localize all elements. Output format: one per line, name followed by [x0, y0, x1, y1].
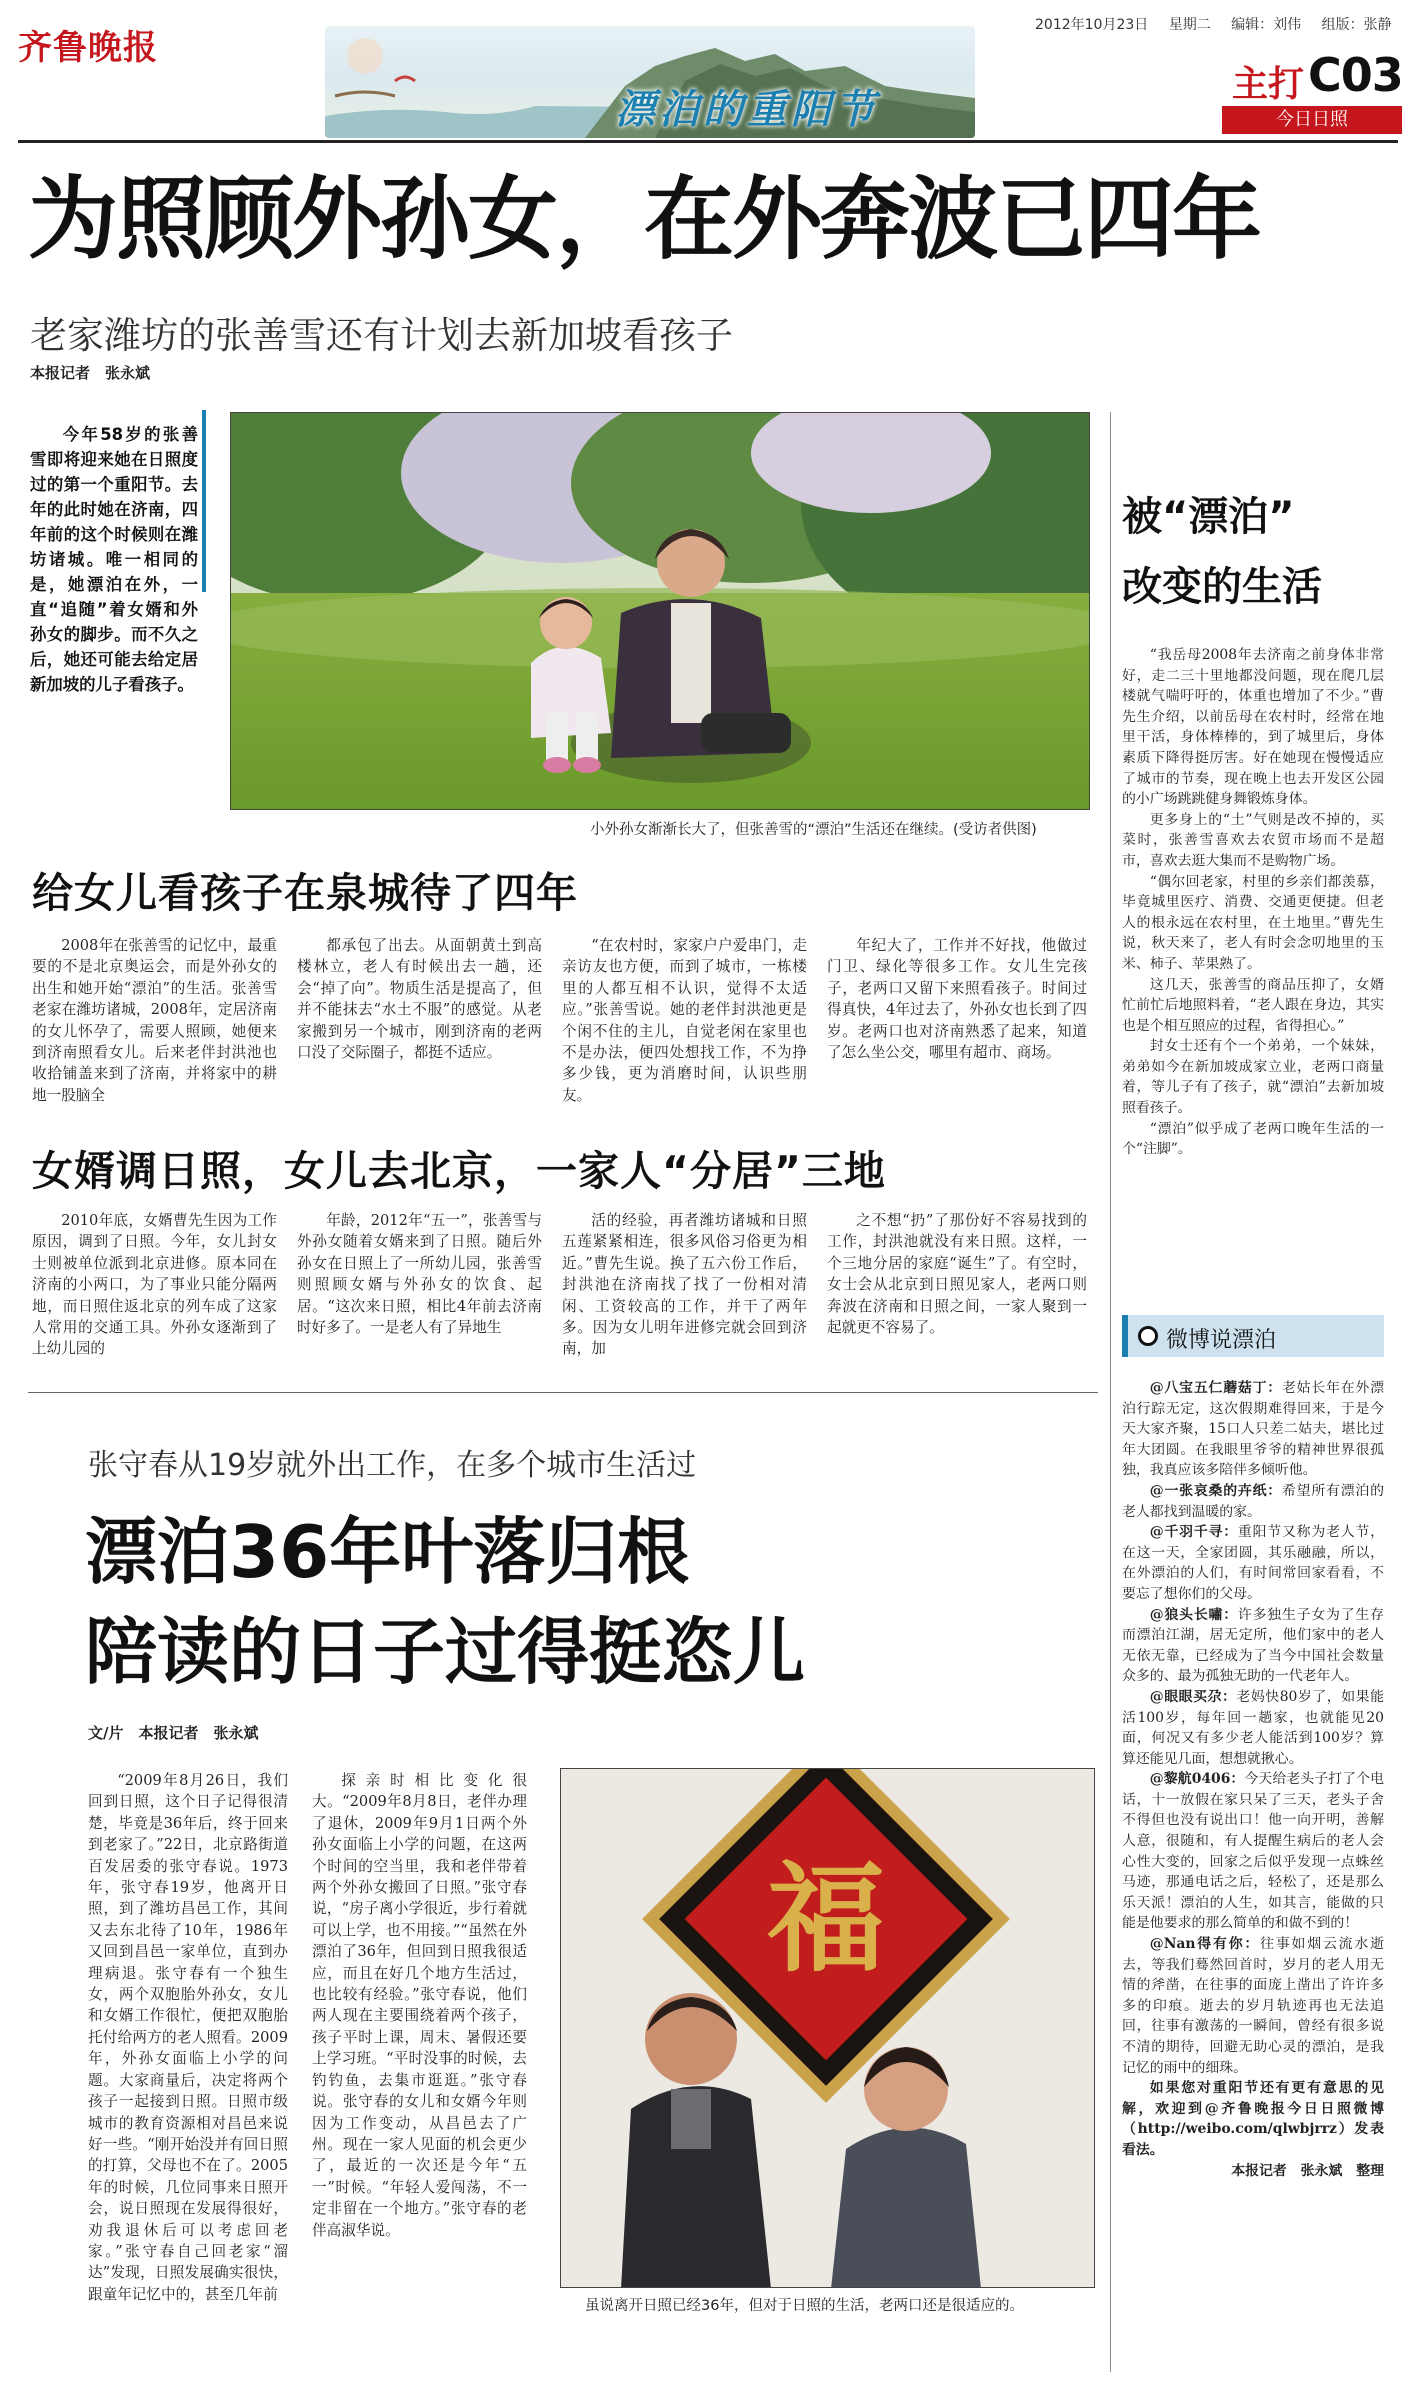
date-line — [1035, 14, 1392, 34]
weibo-entry — [1122, 1522, 1384, 1604]
sidebar-body — [1122, 645, 1384, 1285]
weibo-text: 许多独生子女为了生存而漂泊江湖，居无定所，他们家中的老人无依无靠，已经成为了当今中国社会数量众多的、最为孤独无助的一代老年人。 — [1122, 1606, 1384, 1685]
story1-lead-box — [30, 410, 200, 815]
lead-accent-bar — [202, 410, 206, 592]
story1-subhead: 老家潍坊的张善雪还有计划去新加坡看孩子 — [30, 314, 733, 357]
sidebar-vertical-rule — [1110, 412, 1111, 2372]
story1-sec1-col-4: 年纪大了，工作并不好找，他做过门卫、绿化等很多工作。女儿生完孩子，老两口又留下来照看孩子。时间过得真快，4年过去了，外孙女也长到了四岁。老两口也对济南熟悉了起来，知道了怎么坐公交，哪里有超市、商场。 — [827, 937, 1087, 1062]
story1-headline: 为照顾外孙女，在外奔波已四年 — [28, 167, 1260, 272]
story2-headline-line1: 漂泊36年叶落归根 — [85, 1510, 690, 1594]
sidebar-title-line2: 改变的生活 — [1122, 564, 1322, 610]
page-number: C03 — [1308, 48, 1403, 102]
story1-sec1-col-3: “在农村时，家家户户爱串门，走亲访友也方便，而到了城市，一栋楼里的人都互相不认识，觉得不太适应。”张善雪说。她的老伴封洪池更是个闲不住的主儿，自觉老闲在家里也不是办法，便四处想找工作，不为挣多少钱，更为消磨时间，认识些朋友。 — [562, 937, 807, 1104]
sidebar-paragraph: “漂泊”似乎成了老两口晚年生活的一个“注脚”。 — [1122, 1120, 1384, 1158]
weibo-entry — [1122, 1605, 1384, 1687]
weibo-entry — [1122, 1378, 1384, 1481]
weibo-header — [1122, 1315, 1384, 1357]
weibo-user: @黎航0406： — [1149, 1771, 1245, 1788]
story2-photo — [560, 1768, 1095, 2288]
story2-col-1: “2009年8月26日，我们回到日照，这个日子记得很清楚，毕竟是36年后，终于回来到老家了。”22日，北京路街道百发居委的张守春说。1973年，张守春19岁，他离开日照，到了潍坊昌邑工作，其间又去东北待了10年，1986年又回到昌邑一家单位，直到办理病退。张守春有一个独生女，两个双胞胎外孙女，女儿和女婿工作很忙，便把双胞胎托付给两方的老人照看。2009年，外孙女面临上小学的问题。大家商量后，决定将两个孩子一起接到日照。日照市级城市的教育资源相对昌邑来说好一些。“刚开始没并有回日照的打算，父母也不在了。2005年的时候，几位同事来日照开会，说日照现在发展得很好，劝我退休后可以考虑回老家。”张守春自己回老家“溜达”发现，日照发展确实很快，跟童年记忆中的，甚至几年前 — [88, 1772, 288, 2303]
designer-credit: 组版：张静 — [1321, 17, 1392, 33]
story1-byline: 本报记者 张永斌 — [30, 364, 151, 382]
sidebar-paragraph: “我岳母2008年去济南之前身体非常好，走二三十里地都没问题，现在爬几层楼就气喘吁吁的，体重也增加了不少。”曹先生介绍，以前岳母在农村时，经常在地里干活，身体棒棒的，到了城里后，身体素质下降得挺厉害。好在她现在慢慢适应了城市的节奏，现在晚上也去开发区公园的小广场跳跳健身舞锻炼身体。 — [1122, 647, 1384, 808]
story1-sec1-col-1: 2008年在张善雪的记忆中，最重要的不是北京奥运会，而是外孙女的出生和她开始“漂泊”的生活。张善雪老家在潍坊诸城，2008年，定居济南的女儿怀孕了，需要人照顾，她便来到济南照看女儿。后来老伴封洪池也收拾铺盖来到了济南，并将家中的耕地一股脑全 — [32, 937, 277, 1104]
story1-lead: 今年58岁的张善雪即将迎来她在日照度过的第一个重阳节。去年的此时她在济南，四年前的这个时候则在潍坊诸城。唯一相同的是，她漂泊在外，一直“追随”着女婿和外孙女的脚步。而不久之后，她还可能去给定居新加坡的儿子看孩子。 — [30, 425, 198, 694]
edition-tag: 今日日照 — [1222, 106, 1402, 134]
weibo-user: @一张哀桑的卉纸： — [1149, 1482, 1282, 1499]
weibo-entry — [1122, 1769, 1384, 1934]
story2-headline-line2: 陪读的日子过得挺恣儿 — [85, 1610, 806, 1694]
story1-sec1-col-2: 都承包了出去。从面朝黄土到高楼林立，老人有时候出去一趟，还会“掉了向”。物质生活是提高了，但并不能抹去“水土不服”的感觉。从老家搬到另一个城市，刚到济南的老两口没了交际圈子，都挺不适应。 — [297, 937, 542, 1062]
story1-sec2-col-3: 活的经验，再者潍坊诸城和日照五莲紧紧相连，很多风俗习俗更为相近。”曹先生说。换了五六份工作后，封洪池在济南找了找了一份相对清闲、工资较高的工作，并干了两年多。因为女儿明年进修完就会回到济南，加 — [562, 1212, 807, 1358]
section-label: 主打 — [1232, 64, 1305, 105]
weibo-user: @千羽千寻： — [1149, 1524, 1238, 1541]
weibo-text: 往事如烟云流水逝去，等我们蓦然回首时，岁月的老人用无情的斧凿，在往事的面庞上凿出了许许多多的印痕。逝去的岁月轨迹再也无法追回，往事有激荡的一瞬间，曾经有很多说不清的期待，回避无助心灵的漂泊，是我记忆的雨中的细珠。 — [1122, 1936, 1384, 2076]
weibo-user: @眼眼买尕： — [1149, 1688, 1237, 1705]
sidebar-title-line1: 被“漂泊” — [1122, 494, 1295, 540]
weibo-entry — [1122, 1481, 1384, 1522]
banner — [325, 26, 975, 138]
story1-sec2-col-1: 2010年底，女婿曹先生因为工作原因，调到了日照。今年，女儿封女士则被单位派到北京进修。原本同在济南的小两口，为了事业只能分隔两地，而日照住返北京的列车成了这家人常用的交通工具。外孙女逐渐到了上幼儿园的 — [32, 1212, 277, 1358]
weibo-text: 重阳节又称为老人节，在这一天，全家团圆，其乐融融，所以，在外漂泊的人们，有时间常回家看看，不要忘了想你们的父母。 — [1122, 1524, 1384, 1602]
weibo-body — [1122, 1378, 1384, 2363]
weibo-user: @狼头长嘯： — [1149, 1606, 1238, 1623]
story2-byline: 文/片 本报记者 张永斌 — [88, 1724, 259, 1742]
sidebar-paragraph: 更多身上的“土”气则是改不掉的，买菜时，张善雪喜欢去农贸市场而不是超市，喜欢去逛大集而不是购物广场。 — [1122, 811, 1384, 869]
weibo-entry — [1122, 1934, 1384, 2078]
weibo-text: 老妈快80岁了，如果能活100岁，每年回一趟家，也就能见20面，何况又有多少老人能活到100岁？算算还能见几面，想想就揪心。 — [1122, 1688, 1384, 1767]
issue-weekday: 星期二 — [1168, 17, 1211, 33]
weibo-title: 微博说漂泊 — [1166, 1328, 1277, 1353]
story2-col-2: 探亲时相比变化很大。“2009年8月8日，老伴办理了退休，2009年9月1日两个外孙女面临上小学的问题，在这两个时间的空当里，我和老伴带着两个外孙女搬回了日照。”张守春说，“房子离小学很近，步行着就可以上学，也不用接。”“虽然在外漂泊了36年，但回到日照我很适应，而且在好几个地方生活过，也比较有经验。”张守春说，他们两人现在主要围绕着两个孩子，孩子平时上课，周末、暑假还要上学习班。“平时没事的时候，去钓钓鱼，去集市逛逛。”张守春说。张守春的女儿和女婿今年则因为工作变动，从昌邑去了广州。现在一家人见面的机会更少了，最近的一次还是今年“五一”时候。“年轻人爱闯荡，不一定非留在一个地方。”张守春的老伴高淑华说。 — [312, 1772, 527, 2239]
editor-credit: 编辑：刘伟 — [1231, 17, 1302, 33]
weibo-text: 今天给老头子打了个电话，十一放假在家只呆了三天，老头子舍不得但也没有说出口！他一向开明，善解人意，很随和，有人提醒生病后的老人会心性大变的，回家之后似乎发现一点蛛丝马迹，那通电话之后，轻松了，还是那么乐天派！漂泊的人生，如其言，能做的只能是他要求的那么简单的和做不到的！ — [1122, 1771, 1384, 1932]
weibo-text: 希望所有漂泊的老人都找到温暖的家。 — [1122, 1482, 1384, 1520]
sidebar-paragraph: 封女士还有个一个弟弟，一个妹妹，弟弟如今在新加坡成家立业，老两口商量着，等儿子有了孩子，就“漂泊”去新加坡照看孩子。 — [1122, 1038, 1384, 1117]
fu-character: 福 — [766, 1849, 885, 1988]
sidebar-paragraph: “偶尔回老家，村里的乡亲们都羡慕，毕竟城里医疗、消费、交通更便捷。但老人的根永远在农村里，在土地里。”曹先生说，秋天来了，老人有时会念叨地里的玉米、柿子、苹果熟了。 — [1122, 873, 1384, 972]
weibo-user: @Nan得有你： — [1149, 1936, 1261, 1953]
masthead-rule — [18, 140, 1398, 143]
story-divider — [28, 1392, 1098, 1393]
story1-sec1-title: 给女儿看孩子在泉城待了四年 — [32, 869, 578, 917]
grandmother-granddaughter-photo — [231, 413, 1090, 810]
story1-sec2-title: 女婿调日照，女儿去北京，一家人“分居”三地 — [32, 1147, 886, 1195]
weibo-entry — [1122, 1687, 1384, 1769]
story1-sec2-col-4: 之不想“扔”了那份好不容易找到的工作，封洪池就没有来日照。这样，一个三地分居的家庭“诞生”了。有空时，女士会从北京到日照见家人，老两口则奔波在济南和日照之间，一家人聚到一起就更不容易了。 — [827, 1212, 1087, 1337]
weibo-user: @八宝五仁蘑菇丁： — [1149, 1380, 1282, 1396]
paper-name: 齐鲁晚报 — [18, 28, 158, 68]
story1-photo — [230, 412, 1090, 810]
story2-kicker: 张守春从19岁就外出工作，在多个城市生活过 — [88, 1448, 697, 1483]
story1-photo-caption: 小外孙女渐渐长大了，但张善雪的“漂泊”生活还在继续。(受访者供图) — [590, 822, 1037, 838]
issue-date: 2012年10月23日 — [1035, 17, 1149, 33]
banner-title: 漂泊的重阳节 — [615, 86, 879, 133]
weibo-credit: 本报记者 张永斌 整理 — [1231, 2162, 1384, 2179]
weibo-closing: 如果您对重阳节还有更有意思的见解，欢迎到@齐鲁晚报今日日照微博（http://weibo.com/qlwbjrrz）发表看法。 — [1122, 2080, 1384, 2158]
weibo-text: 老姑长年在外漂泊行踪无定，这次假期难得回来，于是今天大家齐聚，15口人只差二姑夫，堪比过年大团圆。在我眼里爷爷的精神世界很孤独，我真应该多陪伴多倾听他。 — [1122, 1380, 1384, 1479]
weibo-logo-icon — [1138, 1326, 1158, 1346]
story2-photo-caption: 虽说离开日照已经36年，但对于日照的生活，老两口还是很适应的。 — [585, 2298, 1024, 2314]
sidebar-paragraph: 这几天，张善雪的商品压抑了，女婿忙前忙后地照料着，“老人跟在身边，其实也是个相互照应的过程，省得担心。” — [1122, 976, 1384, 1034]
story1-sec2-col-2: 年龄，2012年“五一”，张善雪与外孙女随着女婿来到了日照。随后外孙女在日照上了一所幼儿园，张善雪则照顾女婿与外孙女的饮食、起居。“这次来日照，相比4年前去济南时好多了。一是老人有了异地生 — [297, 1212, 542, 1337]
masthead — [0, 0, 1417, 140]
